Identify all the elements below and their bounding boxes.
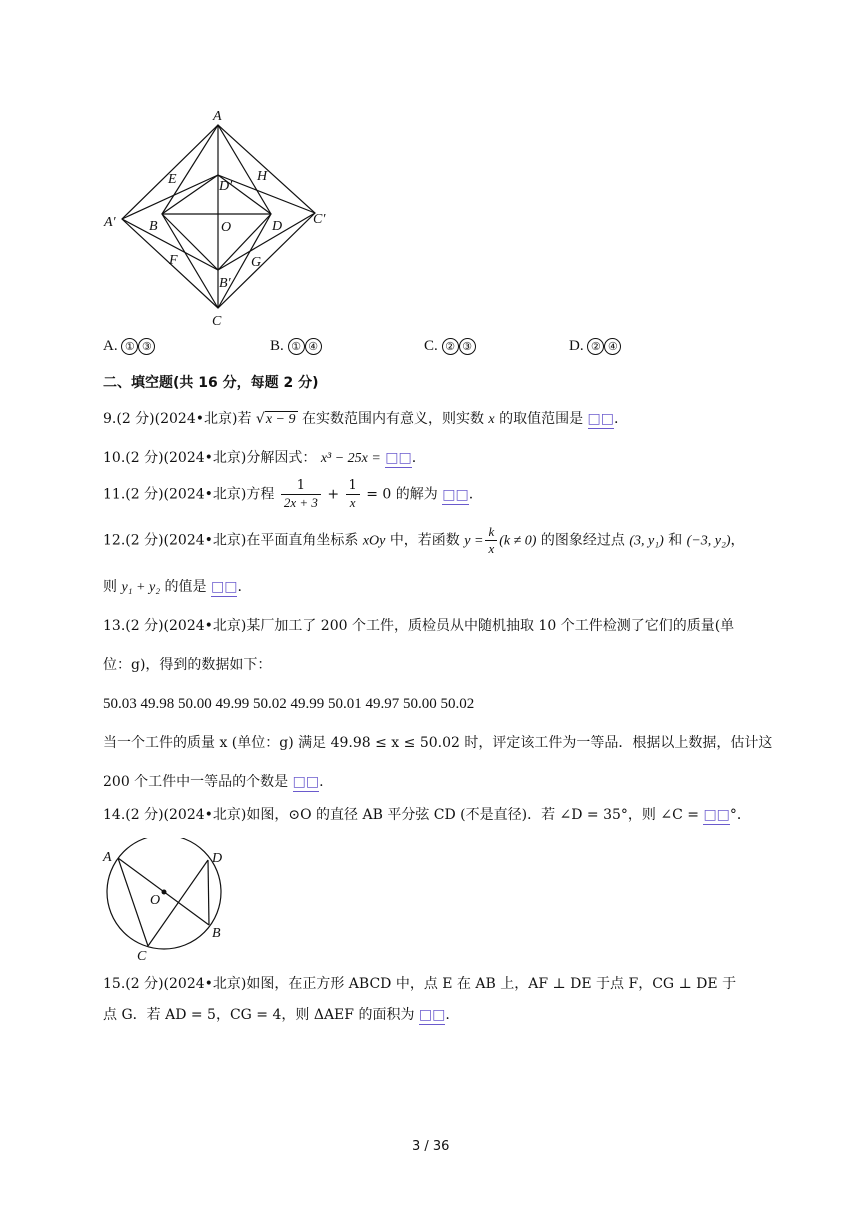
label-b: B — [212, 926, 221, 941]
option-b: B. ① ④ — [270, 338, 322, 355]
label-o: O — [221, 220, 232, 235]
question-9: 9.(2 分)(2024•北京)若 √x − 9 在实数范围内有意义，则实数 x 的取值范围是 □□. — [103, 411, 619, 427]
answer-blank: □□ — [703, 807, 730, 823]
answer-blank: □□ — [442, 486, 469, 503]
label-b-prime: B′ — [219, 276, 231, 291]
question-15-line1: 15.(2 分)(2024•北京)如图，在正方形 ABCD 中，点 E 在 AB 上，AF ⊥ DE 于点 F，CG ⊥ DE 于 — [103, 976, 737, 992]
label-a-prime: A′ — [104, 215, 116, 230]
label-c: C — [137, 949, 147, 963]
answer-blank: □□ — [418, 1007, 446, 1023]
option-a: A. ① ③ — [103, 338, 155, 355]
chord-ac — [118, 858, 148, 946]
question-13-data: 50.03 49.98 50.00 49.99 50.02 49.99 50.01 49.97 50.00 50.02 — [103, 696, 475, 712]
label-d: D — [272, 219, 283, 234]
question-10: 10.(2 分)(2024•北京)分解因式： x³ − 25x = □□. — [103, 450, 417, 466]
option-d: D. ② ④ — [569, 338, 621, 355]
label-c: C — [212, 314, 222, 329]
question-13-line5: 200 个工件中一等品的个数是 □□. — [103, 774, 324, 790]
segment-ab — [162, 125, 218, 214]
chord-db — [208, 860, 209, 925]
question-14: 14.(2 分)(2024•北京)如图，⊙O 的直径 AB 平分弦 CD (不是直径)．若 ∠D = 35°，则 ∠C = □□°． — [103, 807, 751, 823]
answer-blank: □□ — [385, 450, 412, 466]
label-d: D — [212, 851, 223, 866]
answer-blank: □□ — [292, 774, 320, 790]
label-f: F — [169, 253, 178, 268]
sqrt-expression: √x − 9 — [255, 411, 296, 427]
label-d-prime: D′ — [219, 179, 233, 194]
label-c-prime: C′ — [313, 212, 326, 227]
label-h: H — [257, 169, 268, 184]
answer-blank: □□ — [587, 411, 614, 427]
label-b: B — [149, 219, 158, 234]
label-e: E — [168, 172, 177, 187]
label-g: G — [251, 255, 262, 270]
label-a: A — [103, 850, 112, 865]
answer-blank: □□ — [210, 579, 238, 595]
question-15-line2: 点 G．若 AD = 5，CG = 4，则 ΔAEF 的面积为 □□. — [103, 1007, 450, 1023]
page-number: 3 / 36 — [412, 1139, 450, 1154]
fraction: $\frac{k}{x}$ — [485, 524, 497, 557]
question-13-line4: 当一个工件的质量 x (单位：g) 满足 49.98 ≤ x ≤ 50.02 时，评定该工件为一等品．根据以上数据，估计这 — [103, 735, 773, 751]
fraction: $\frac{1}{x}$ — [346, 478, 360, 511]
question-13-line2: 位：g)，得到的数据如下： — [103, 657, 272, 673]
label-o: O — [150, 893, 161, 908]
question-13-line1: 13.(2 分)(2024•北京)某厂加工了 200 个工件，质检员从中随机抽取 10 个工件检测了它们的质量(单 — [103, 618, 735, 634]
question-11: 11.(2 分)(2024•北京)方程 $\frac{1}{2x + 3}$ + $\frac{1}{x}$ = 0 的解为 □□. — [103, 478, 474, 510]
question-12: 12.(2 分)(2024•北京)在平面直角坐标系 xOy 中，若函数 y = $\frac{k}{x}$ (k ≠ 0) 的图象经过点 (3, y₁) 和 (−3, y₂)， — [103, 524, 745, 556]
center-point — [162, 890, 167, 895]
section-title: 二、填空题(共 16 分，每题 2 分) — [103, 375, 319, 391]
circle-figure — [98, 838, 238, 963]
label-a: A — [213, 109, 222, 124]
fraction: $\frac{1}{2x + 3}$ — [281, 478, 321, 511]
option-c: C. ② ③ — [424, 338, 476, 355]
question-12-line2: 则 y₁ + y₂ 的值是 □□. — [103, 579, 242, 595]
rhombus-figure — [95, 100, 345, 335]
